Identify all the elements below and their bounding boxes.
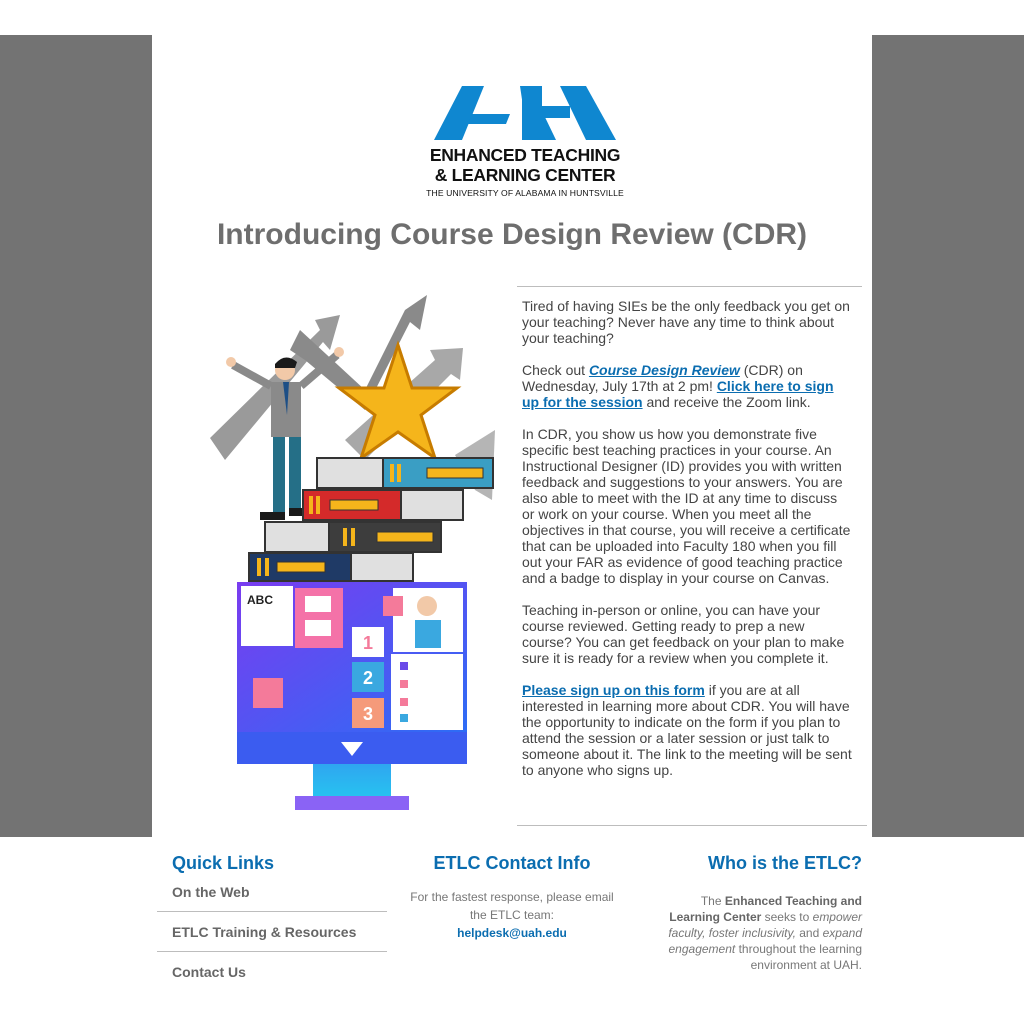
quick-links-divider [157,951,387,952]
uah-logo-icon [410,84,640,146]
signup-paragraph [522,682,852,778]
contact-line-1: For the fastest response, please email [410,890,614,904]
quick-link-contact-us[interactable]: Contact Us [172,964,246,980]
who-emphasis-1: empower faculty, foster inclusivity, [668,910,862,940]
screen-num-1: 1 [362,633,374,653]
who-text-2: seeks to [761,910,813,924]
who-is-etlc-heading: Who is the ETLC? [708,853,862,873]
session-paragraph [522,362,852,410]
quick-links-heading: Quick Links [172,853,275,873]
signup-form-link[interactable]: Please sign up on this form [522,682,705,698]
page-title: Introducing Course Design Review (CDR) [216,218,808,251]
signup-text-post: if you are at all interested in learning more about CDR. You will have the opportunity to indicate on the form if you plan to attend the session or a later session or just talk to someone about it. The link to the meeting will be sent to anyone who signs up. [522,682,852,778]
who-text-4: throughout the learning environment at UAH. [735,942,862,972]
contact-line-2: the ETLC team: [469,908,555,922]
signup-session-link[interactable]: Click here to sign up for the session [522,378,834,410]
review-paragraph: Teaching in-person or online, you can have your course reviewed. Getting ready to prep a new course? You can get feedback on your plan to make sure it is ready for a review when you complete it. [522,602,845,666]
helpdesk-email-link[interactable]: helpdesk@uah.edu [457,926,567,940]
contact-info [402,888,622,942]
achievement-books-monitor-icon [205,290,505,815]
intro-paragraph: Tired of having SIEs be the only feedback you get on your teaching? Never have any time to think about your teaching? [522,298,850,346]
who-text-3: and [795,926,823,940]
who-text-1: The [700,894,725,908]
screen-num-3: 3 [362,704,374,724]
contact-info-heading: ETLC Contact Info [433,853,591,873]
content-divider-bottom [517,825,867,826]
cdr-description-paragraph: In CDR, you show us how you demonstrate five specific best teaching practices in your course. An Instructional Designer (ID) provides you with written feedback and suggestions to your answers. You are also able to meet with the ID at any time to discuss or work on your course. When you meet all the objectives in that course, you will receive a certificate that can be uploaded into Faculty 180 when you fill out your FAR as evidence of good teaching practice and a badge to display in your course on Canvas. [522,426,851,586]
logo-line-1: ENHANCED TEACHING [429,145,621,165]
logo-line-3: THE UNIVERSITY OF ALABAMA IN HUNTSVILLE [426,188,624,198]
session-text-mid: (CDR) on Wednesday, July 17th at 2 pm! [522,362,803,394]
session-text-pre: Check out [522,362,589,378]
who-center-name: Enhanced Teaching and Learning Center [669,894,862,924]
cdr-announcement [522,298,852,794]
achievement-illustration [205,290,505,815]
quick-link-on-the-web[interactable]: On the Web [172,884,250,900]
session-text-post: and receive the Zoom link. [642,394,811,410]
content-divider-top [517,286,862,287]
quick-links-divider [157,911,387,912]
screen-abc-label: ABC [247,593,273,607]
etlc-logo [410,84,640,204]
course-design-review-link[interactable]: Course Design Review [588,362,740,378]
logo-line-2: & LEARNING CENTER [434,165,616,185]
screen-num-2: 2 [362,668,374,688]
who-emphasis-2: expand engagement [668,926,862,956]
quick-link-training-resources[interactable]: ETLC Training & Resources [172,924,357,940]
etlc-mission-text [652,893,862,973]
